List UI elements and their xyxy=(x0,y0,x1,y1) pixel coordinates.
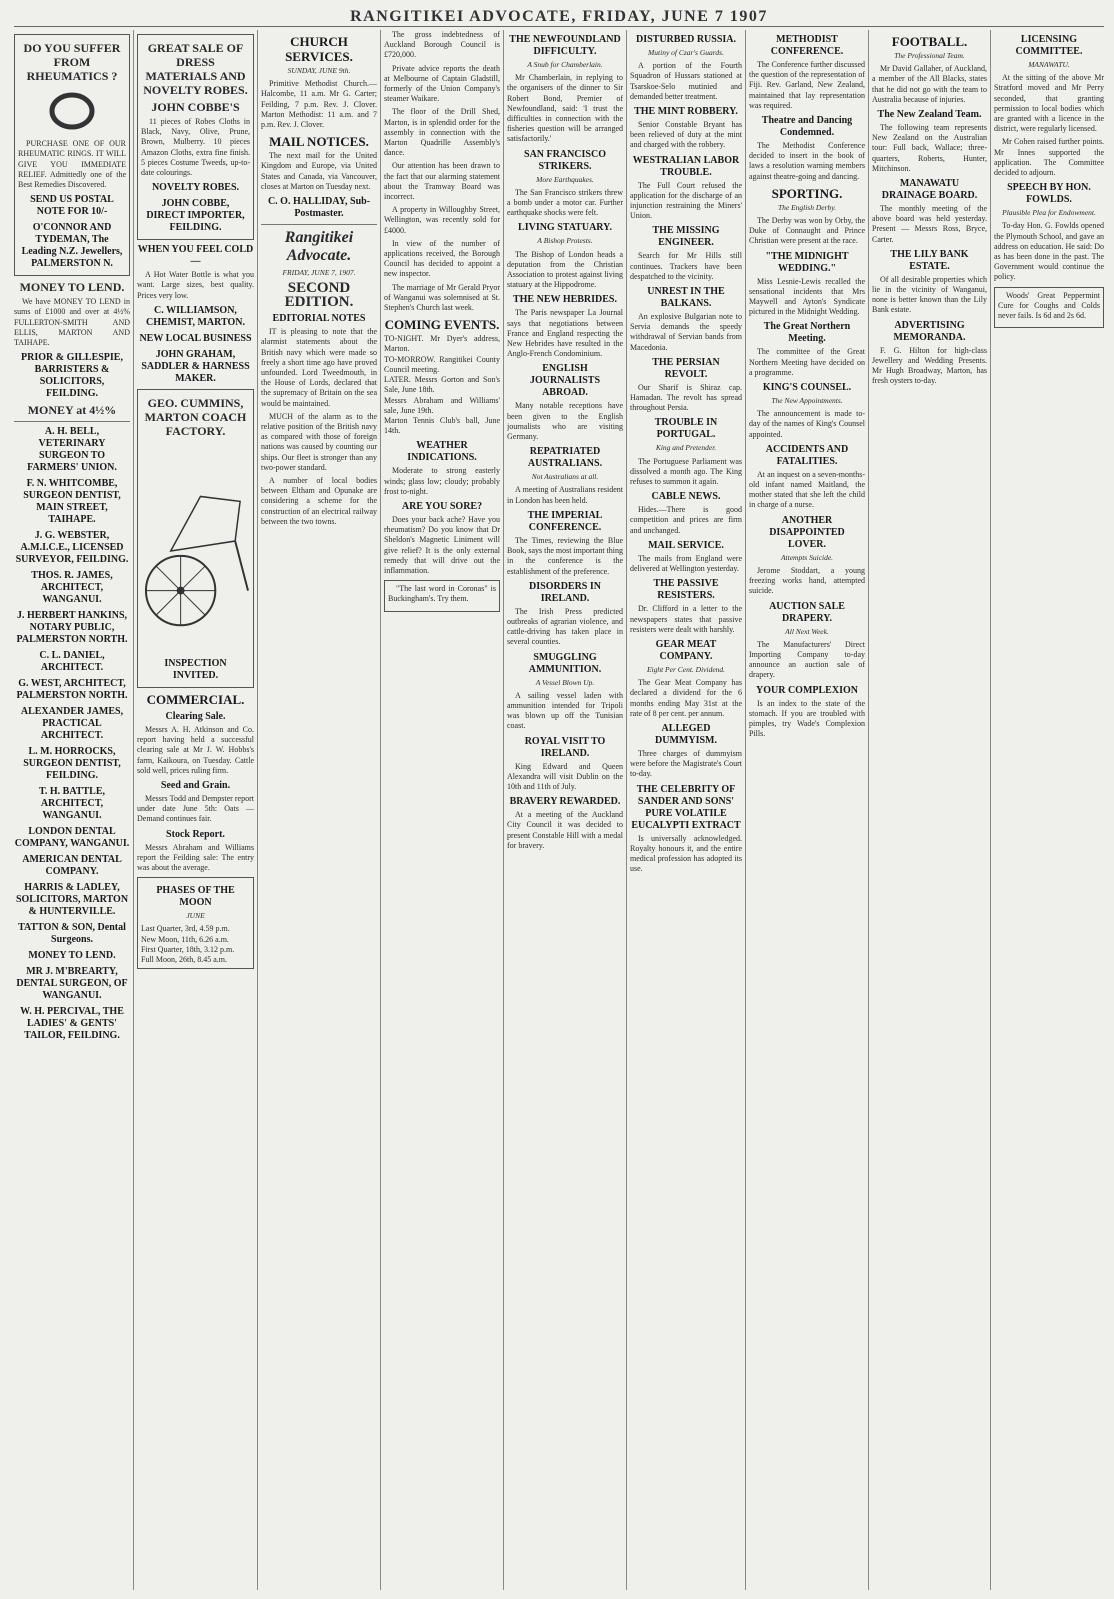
moon-item: Last Quarter, 3rd, 4.59 p.m. xyxy=(141,924,230,934)
ad-price: SEND US POSTAL NOTE FOR 10/- xyxy=(30,194,114,218)
masthead-title: RANGITIKEI ADVOCATE, FRIDAY, JUNE 7 1907 xyxy=(350,8,768,25)
moon-item: New Moon, 11th, 6.26 a.m. xyxy=(141,934,229,944)
news-heading: "THE MIDNIGHT WEDDING." xyxy=(765,250,849,274)
sale-sign: JOHN COBBE, DIRECT IMPORTER, FEILDING. xyxy=(146,198,245,234)
news-text: Dr. Clifford in a letter to the newspapers states that passive resisters were dealt with harshly. xyxy=(630,604,742,634)
news-text: The monthly meeting of the above board was held yesterday. Present — Messrs Ross, Bryce, Carter. xyxy=(872,204,987,244)
news-subheading: A Vessel Blown Up. xyxy=(535,677,595,687)
news-text: The Portuguese Parliament was dissolved a month ago. The King refuses to summon it again. xyxy=(630,456,742,487)
news-heading: SPORTING. xyxy=(771,185,843,201)
clearing-heading: Clearing Sale. xyxy=(165,711,226,723)
card: LONDON DENTAL COMPANY, WANGANUI. xyxy=(14,826,130,850)
column-rule xyxy=(133,30,134,1590)
card: J. G. WEBSTER, A.M.I.C.E., LICENSED SURVEYOR, FEILDING. xyxy=(15,530,129,566)
money2-title: MONEY at 4½% xyxy=(27,403,117,418)
stock-text: Messrs Abraham and Williams report the Feilding sale: The entry was about the average. xyxy=(137,842,254,873)
news-subheading: A Snub for Chamberlain. xyxy=(527,60,603,69)
news-heading: REPATRIATED AUSTRALIANS. xyxy=(527,446,603,470)
news-heading: METHODIST CONFERENCE. xyxy=(770,34,844,57)
news-heading: THE CELEBRITY OF SANDER AND SONS' PURE VOLATILE EUCALYPTI EXTRACT xyxy=(631,783,741,831)
news-heading: TROUBLE IN PORTUGAL. xyxy=(654,417,718,441)
coach-title: GEO. CUMMINS, MARTON COACH FACTORY. xyxy=(144,395,247,438)
news-heading: BRAVERY REWARDED. xyxy=(509,796,621,808)
editorial-text: A number of local bodies between Eltham and Opunake are considering a scheme for the construction of an electrical railway between the two towns. xyxy=(261,476,377,526)
news-subheading: A Bishop Protests. xyxy=(537,236,593,246)
firm-card: PRIOR & GILLESPIE, BARRISTERS & SOLICITORS, FEILDING. xyxy=(21,352,123,400)
news-text: Our Sharif is Shiraz cap. Hamadan. The revolt has spread throughout Persia. xyxy=(630,382,742,413)
card: J. HERBERT HANKINS, NOTARY PUBLIC, PALMERSTON NORTH. xyxy=(16,610,128,646)
news-text: To-day Hon. G. Fowlds opened the Plymouth School, and gave an address on education. He said: Do as has been done in the past. The Government would continue the policy. xyxy=(994,221,1104,282)
money-title: MONEY TO LEND. xyxy=(19,280,125,295)
masthead xyxy=(14,4,1104,27)
news-heading: THE NEW HEBRIDES. xyxy=(512,294,617,306)
news-item: A property in Willoughby Street, Wellington, was recently sold for £4000. xyxy=(384,205,500,235)
news-heading: AUCTION SALE DRAPERY. xyxy=(769,600,845,624)
news-text: Miss Lesnie-Lewis recalled the sensational incidents that Mrs Maywell and Ayton's Syndicate pictured in the Midnight Wedding. xyxy=(749,276,865,317)
moon-item: First Quarter, 18th, 3.12 p.m. xyxy=(141,944,235,954)
sale-firm: JOHN COBBE'S xyxy=(151,100,240,114)
card: HARRIS & LADLEY, SOLICITORS, MARTON & HUNTERVILLE. xyxy=(15,882,129,918)
ad-firm: O'CONNOR AND TYDEMAN, The Leading N.Z. Jewellers, PALMERSTON N. xyxy=(21,222,123,270)
column-5 xyxy=(507,30,623,1590)
quote-box xyxy=(384,580,500,611)
card: THOS. R. JAMES, ARCHITECT, WANGANUI. xyxy=(31,570,113,606)
church-heading: CHURCH SERVICES. xyxy=(285,34,353,64)
news-text: The Bishop of London heads a deputation from the Christian Association to protest against living statuary at the Hippodrome. xyxy=(507,249,623,290)
news-item: Our attention has been drawn to the fact that our alarming statement about the Tramway Board was incorrect. xyxy=(384,161,500,202)
sale-title: GREAT SALE OF DRESS MATERIALS AND NOVELTY ROBES. xyxy=(143,41,248,97)
clearing-text: Messrs A. H. Atkinson and Co. report having held a successful clearing sale at Mr J. W. Hobbs's farm, Kaikoura, on Tuesday. Cattle sold well, prices ruling firm. xyxy=(137,725,254,775)
ad-text: PURCHASE ONE OF OUR RHEUMATIC RINGS. IT WILL GIVE YOU IMMEDIATE RELIEF. Admittedly one of the Best Remedies Discovered. xyxy=(18,139,126,190)
editorial-heading: EDITORIAL NOTES xyxy=(272,313,366,325)
paper-date: FRIDAY, JUNE 7, 1907. xyxy=(282,268,356,278)
moon-heading: PHASES OF THE MOON xyxy=(156,885,235,909)
news-heading: SMUGGLING AMMUNITION. xyxy=(528,651,602,675)
news-subheading: MANAWATU. xyxy=(1028,60,1070,69)
news-text: Jerome Stoddart, a young freezing works hand, attempted suicide. xyxy=(749,565,865,596)
money-text: We have MONEY TO LEND in sums of £1000 and over at 4½% FULLERTON-SMITH AND ELLIS, MARTON AND TAIHAPE. xyxy=(14,297,130,348)
news-text: The following team represents New Zealand on the Australian tour: Full back, Wallace; three-quarters, Roberts, Hunter, Mitchinson. xyxy=(872,123,987,173)
news-text: The mails from England were delivered at Wellington yesterday. xyxy=(630,553,742,574)
news-heading: MAIL SERVICE. xyxy=(648,539,724,551)
coach-caption: INSPECTION INVITED. xyxy=(164,658,227,682)
news-text: Of all desirable properties which lie in the vicinity of Wanganui, none is better known than the Lily Bank estate. xyxy=(872,274,987,315)
card: C. L. DANIEL, ARCHITECT. xyxy=(39,650,105,674)
moon-box xyxy=(137,877,254,969)
ring-icon xyxy=(18,86,126,136)
sore-heading: ARE YOU SORE? xyxy=(401,500,483,512)
news-heading: Theatre and Dancing Condemned. xyxy=(761,115,853,139)
news-heading: THE PASSIVE RESISTERS. xyxy=(653,578,719,602)
chemist-title: WHEN YOU FEEL COLD— xyxy=(137,244,254,268)
news-heading: GEAR MEAT COMPANY. xyxy=(655,638,717,662)
column-rule xyxy=(380,30,381,1590)
news-heading: SPEECH BY HON. FOWLDS. xyxy=(1007,182,1091,206)
news-heading: The New Zealand Team. xyxy=(877,109,982,121)
column-rule xyxy=(257,30,258,1590)
church-text: Primitive Methodist Church.—Halcombe, 11 a.m. Mr G. Carter; Feilding, 7 p.m. Rev. J. Clover. Marton Methodist: 11 a.m. and 7 p.m. Rev. J. Clover. xyxy=(261,79,377,130)
news-heading: KING'S COUNSEL. xyxy=(762,382,852,394)
news-text: F. G. Hilton for high-class Jewellery and Wedding Presents. Mr Hugh Broadway, Marton, has fresh oysters to-day. xyxy=(872,345,987,386)
moon-month: JUNE xyxy=(186,911,205,921)
mail-sign: C. O. HALLIDAY, Sub-Postmaster. xyxy=(267,196,371,220)
news-heading: ANOTHER DISAPPOINTED LOVER. xyxy=(769,514,845,550)
news-subheading: Mutiny of Czar's Guards. xyxy=(648,48,724,57)
news-text: Mr David Gallaher, of Auckland, a member of the All Blacks, states that he did not go with the team to Australia because of injuries. xyxy=(872,64,987,104)
news-text: Three charges of dummyism were before the Magistrate's Court to-day. xyxy=(630,748,742,779)
news-heading: ADVERTISING MEMORANDA. xyxy=(893,319,966,343)
card: G. WEST, ARCHITECT, PALMERSTON NORTH. xyxy=(16,678,128,702)
quote-text: "The last word in Coronas" is Buckingham's. Try them. xyxy=(388,584,496,604)
card: AMERICAN DENTAL COMPANY. xyxy=(22,854,122,878)
card: ALEXANDER JAMES, PRACTICAL ARCHITECT. xyxy=(20,706,124,742)
news-heading: THE NEWFOUNDLAND DIFFICULTY. xyxy=(509,34,621,57)
peppermint-ad xyxy=(994,287,1104,329)
news-heading: DISORDERS IN IRELAND. xyxy=(529,580,601,604)
news-subheading: All Next Week. xyxy=(785,626,829,636)
event-item: LATER. Messrs Gorton and Son's Sale, June 18th. xyxy=(384,375,500,395)
news-subheading: Eight Per Cent. Dividend. xyxy=(646,664,726,674)
event-item: Messrs Abraham and Williams' sale, June 19th. xyxy=(384,395,500,415)
card: TATTON & SON, Dental Surgeons. xyxy=(18,922,126,946)
news-heading: WESTRALIAN LABOR TROUBLE. xyxy=(632,154,740,178)
news-text: Search for Mr Hills still continues. Trackers have been despatched to the vicinity. xyxy=(630,251,742,281)
news-subheading: The Professional Team. xyxy=(894,51,965,60)
news-heading: MANAWATU DRAINAGE BOARD. xyxy=(881,178,978,202)
editorial-text: MUCH of the alarm as to the relative position of the British navy as compared with those of foreign nations was caused by counting our ships. Our fleet is stronger than any two-power standard. xyxy=(261,411,377,472)
card: MONEY TO LEND. xyxy=(28,950,116,962)
card: L. M. HORROCKS, SURGEON DENTIST, FEILDING. xyxy=(23,746,121,782)
news-text: Mr Cohen raised further points. Mr Innes supported the application. The Committee decided to adjourn. xyxy=(994,137,1104,178)
church-date: SUNDAY, JUNE 9th. xyxy=(287,66,351,75)
commercial-heading: COMMERCIAL. xyxy=(146,692,245,708)
news-heading: ROYAL VISIT TO IRELAND. xyxy=(524,735,606,759)
column-6 xyxy=(630,30,742,1590)
news-heading: SAN FRANCISCO STRIKERS. xyxy=(524,148,606,172)
coach-ad xyxy=(137,389,254,688)
column-9 xyxy=(994,30,1104,1590)
column-rule xyxy=(868,30,869,1590)
event-item: TO-NIGHT. Mr Dyer's address, Marton. xyxy=(384,334,500,354)
news-text: An explosive Bulgarian note to Servia demands the speedy withdrawal of Servian bands from Macedonia. xyxy=(630,312,742,352)
news-text: A meeting of Australians resident in London has been held. xyxy=(507,485,623,505)
news-subheading: Attempts Suicide. xyxy=(780,552,834,562)
news-heading: THE MINT ROBBERY. xyxy=(634,106,738,118)
stock-heading: Stock Report. xyxy=(166,828,225,840)
card: MR J. M'BREARTY, DENTAL SURGEON, OF WANGANUI. xyxy=(16,966,128,1002)
news-text: The Irish Press predicted outbreaks of agrarian violence, and cattle-driving has taken place in several counties. xyxy=(507,606,623,647)
news-text: Is an index to the state of the stomach. If you are troubled with pimples, try Wade's Complexion Pills. xyxy=(749,698,865,739)
chemist-text: A Hot Water Bottle is what you want. Large sizes, best quality. Prices very low. xyxy=(137,270,254,300)
rheumatic-ad xyxy=(14,34,130,276)
news-heading: LIVING STATUARY. xyxy=(518,222,612,234)
news-subheading: King and Pretender. xyxy=(655,443,717,453)
column-rule xyxy=(503,30,504,1590)
news-item: Private advice reports the death at Melbourne of Captain Gladstill, formerly of the Union Company's steamer Waikare. xyxy=(384,63,500,104)
news-heading: THE PERSIAN REVOLT. xyxy=(652,356,720,380)
news-heading: THE MISSING ENGINEER. xyxy=(652,225,720,249)
coach-engraving-icon xyxy=(141,441,250,651)
news-text: The Derby was won by Orby, the Duke of Connaught and Prince Christian were present at the race. xyxy=(749,216,865,246)
news-text: The Paris newspaper La Journal says that negotiations between France and England respecting the New Hebrides have resulted in the Anglo-French Condominium. xyxy=(507,308,623,359)
column-4 xyxy=(384,30,500,1590)
news-heading: ENGLISH JOURNALISTS ABROAD. xyxy=(529,363,601,399)
news-text: At an inquest on a seven-months-old infant named Maitland, the mother stated that she left the child in charge of a nurse. xyxy=(749,469,865,510)
column-rule xyxy=(990,30,991,1590)
news-item: In view of the number of applications received, the Borough Council has decided to appoint a new inspector. xyxy=(384,238,500,279)
coming-events-heading: COMING EVENTS. xyxy=(384,317,500,333)
news-text: The announcement is made to-day of the names of King's Counsel appointed. xyxy=(749,409,865,439)
news-subheading: Plausible Plea for Endowment. xyxy=(1002,208,1096,218)
column-rule xyxy=(626,30,627,1590)
news-heading: FOOTBALL. xyxy=(891,34,968,49)
chemist-firm: C. WILLIAMSON, CHEMIST, MARTON. xyxy=(145,304,245,328)
card: F. N. WHITCOMBE, SURGEON DENTIST, MAIN STREET, TAIHAPE. xyxy=(23,478,121,526)
news-text: A portion of the Fourth Squadron of Hussars stationed at Tsarskoe-Selo mutinied and demanded better treatment. xyxy=(630,61,742,101)
second-edition: SECOND EDITION. xyxy=(284,280,354,311)
news-heading: DISTURBED RUSSIA. xyxy=(635,34,737,45)
card: T. H. BATTLE, ARCHITECT, WANGANUI. xyxy=(38,786,106,822)
news-text: At a meeting of the Auckland City Council it was decided to present Constable Hill with a medal for bravery. xyxy=(507,810,623,850)
news-item: The floor of the Drill Shed, Marton, is in splendid order for the assembly in connection with the Marton Quadrille Assembly's dance. xyxy=(384,107,500,158)
event-item: Marton Tennis Club's ball, June 14th. xyxy=(384,415,500,436)
weather-heading: WEATHER INDICATIONS. xyxy=(407,440,477,464)
news-heading: THE IMPERIAL CONFERENCE. xyxy=(527,509,603,533)
news-subheading: The English Derby. xyxy=(777,202,837,212)
news-subheading: More Earthquakes. xyxy=(536,174,594,184)
news-item: The gross indebtedness of Auckland Borough Council is £720,000. xyxy=(384,30,500,60)
card: W. H. PERCIVAL, THE LADIES' & GENTS' TAILOR, FEILDING. xyxy=(20,1006,124,1042)
graham-title: NEW LOCAL BUSINESS xyxy=(139,332,252,344)
news-text: King Edward and Queen Alexandra will visit Dublin on the 10th and 11th of July. xyxy=(507,761,623,791)
mail-text: The next mail for the United Kingdom and Europe, via United States and Canada, via Vancouver, closes at Marton on Tuesday next. xyxy=(261,151,377,191)
column-8 xyxy=(872,30,987,1590)
editorial-text: IT is pleasing to note that the alarmist statements about the British navy which were made so freely a short time ago have proved unfounded. Lord Tweedmouth, in the House of Lords, declared that the supremacy of Britain on the sea would be maintained. xyxy=(261,327,377,408)
ad-text: Woods' Great Peppermint Cure for Coughs and Colds never fails. Is 6d and 2s 6d. xyxy=(998,290,1100,321)
news-text: The Conference further discussed the question of the representation of Fiji. Rev. Garland, New Zealand, maintained that lay representation was required. xyxy=(749,60,865,110)
column-3 xyxy=(261,30,377,1590)
news-heading: LICENSING COMMITTEE. xyxy=(1015,34,1083,57)
news-heading: YOUR COMPLEXION xyxy=(756,684,858,696)
seed-text: Messrs Todd and Dempster report under date June 5th: Oats — Demand continues fair. xyxy=(137,794,254,824)
news-text: The Full Court refused the application for the discharge of an injunction restraining the Miners' Union. xyxy=(630,180,742,221)
news-item: The marriage of Mr Gerald Pryor of Wanganui was solemnised at St. Stephen's Church last week. xyxy=(384,282,500,313)
sore-text: Does your back ache? Have you rheumatism? Do you know that Dr Sheldon's Magnetic Liniment will give relief? It is the only external remedy that will drive out the inflammation. xyxy=(384,514,500,575)
news-text: Is universally acknowledged. Royalty honours it, and the entire medical profession has adopted its use. xyxy=(630,833,742,874)
graham-firm: JOHN GRAHAM, SADDLER & HARNESS MAKER. xyxy=(141,348,250,384)
news-text: The Manufacturers' Direct Importing Company to-day announce an auction sale of drapery. xyxy=(749,639,865,680)
column-1 xyxy=(14,30,130,1590)
mail-heading: MAIL NOTICES. xyxy=(269,134,369,150)
news-text: The Gear Meat Company has declared a dividend for the 6 months ending May 31st at the rate of 8 per cent. per annum. xyxy=(630,678,742,718)
weather-text: Moderate to strong easterly winds; glass low; cloudy; probably frost to-night. xyxy=(384,466,500,496)
news-subheading: Not Australians at all. xyxy=(531,472,599,482)
seed-heading: Seed and Grain. xyxy=(160,780,231,792)
novelty-heading: NOVELTY ROBES. xyxy=(151,182,240,194)
news-text: At the sitting of the above Mr Stratford moved and Mr Perry seconded, that granting permission to local bodies which are granted with a licence in the district, were regularly licensed. xyxy=(994,73,1104,134)
news-text: A sailing vessel laden with ammunition intended for Tripoli was blown up off the Tunisian coast. xyxy=(507,690,623,731)
news-subheading: The New Appointments. xyxy=(771,396,843,406)
moon-item: Full Moon, 26th, 8.45 a.m. xyxy=(141,955,228,965)
ad-title: DO YOU SUFFER FROM RHEUMATICS ? xyxy=(23,41,121,83)
column-2 xyxy=(137,30,254,1590)
news-heading: ALLEGED DUMMYISM. xyxy=(655,722,717,746)
news-text: Mr Chamberlain, in replying to the organisers of the dinner to Sir Robert Bond, Premier of Newfoundland, said: 'I trust the difficulties in connection with the fisheries question will be arranged satisfactorily.' xyxy=(507,73,623,144)
card: A. H. BELL, VETERINARY SURGEON TO FARMERS' UNION. xyxy=(27,426,117,474)
sale-text: 11 pieces of Robes Cloths in Black, Navy, Olive, Prune, Brown, Mulberry. 10 pieces Amazon Cloths, extra fine finish. 5 pieces Costume Tweeds, up-to-date colourings. xyxy=(141,117,250,178)
event-item: TO-MORROW. Rangitikei County Council meeting. xyxy=(384,354,500,374)
news-text: Many notable receptions have been given to the English journalists who are visiting Germany. xyxy=(507,401,623,442)
news-text: The committee of the Great Northern Meeting have decided on a programme. xyxy=(749,347,865,377)
news-text: The Methodist Conference decided to insert in the book of laws a resolution warning members against theatre-going and dancing. xyxy=(749,141,865,181)
news-text: Senior Constable Bryant has been relieved of duty at the mint and charged with the robbery. xyxy=(630,120,742,150)
sale-ad xyxy=(137,34,254,240)
column-rule xyxy=(745,30,746,1590)
news-heading: ACCIDENTS AND FATALITIES. xyxy=(765,443,849,467)
news-heading: UNREST IN THE BALKANS. xyxy=(647,286,725,310)
news-text: The San Francisco strikers threw a bomb under a motor car. Further earthquake shocks were felt. xyxy=(507,187,623,218)
news-heading: THE LILY BANK ESTATE. xyxy=(890,248,969,272)
news-text: The Times, reviewing the Blue Book, says the most important thing in the conference is the establishment of the preference. xyxy=(507,535,623,576)
news-heading: The Great Northern Meeting. xyxy=(763,321,851,345)
column-7 xyxy=(749,30,865,1590)
paper-title: Rangitikei Advocate. xyxy=(284,229,354,265)
news-text: Hides.—There is good competition and prices are firm and unchanged. xyxy=(630,505,742,535)
news-heading: CABLE NEWS. xyxy=(651,491,721,503)
